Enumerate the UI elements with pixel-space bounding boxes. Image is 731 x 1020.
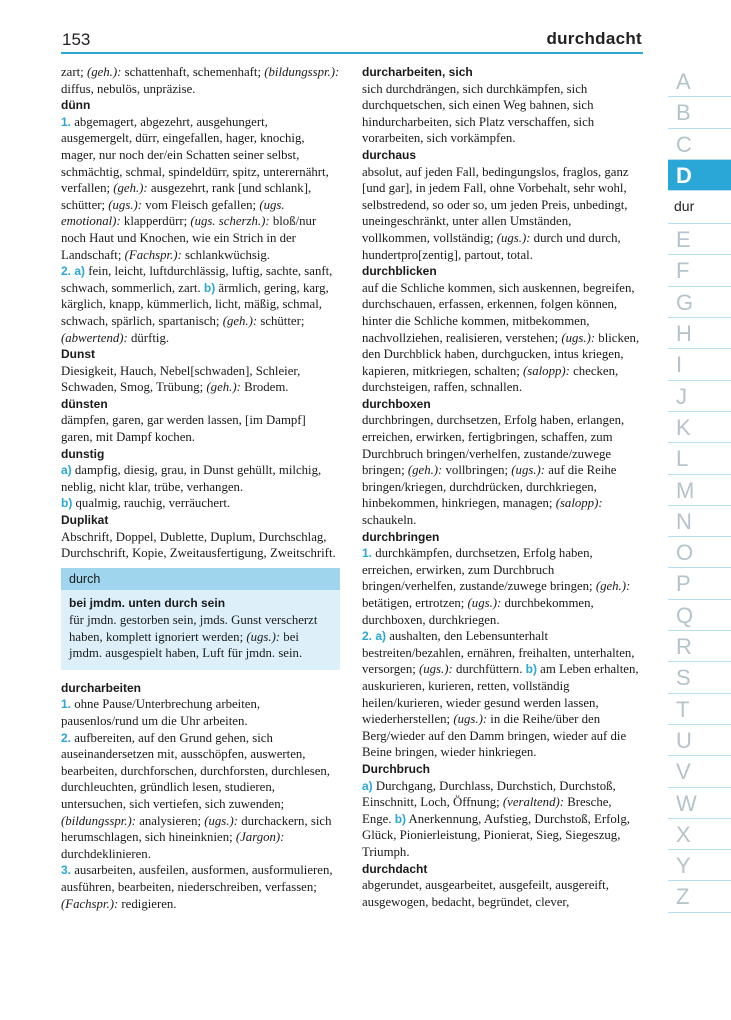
usage-label: (geh.): — [222, 313, 258, 328]
sense-number: 1. — [362, 546, 373, 561]
usage-label: (ugs.): — [561, 330, 596, 345]
usage-label: (ugs.): — [511, 463, 546, 478]
idiom-box-body — [61, 590, 340, 669]
index-letter-b[interactable]: B — [668, 97, 731, 128]
alphabet-index — [668, 66, 731, 913]
entry-text: zart; — [61, 65, 87, 79]
sense — [61, 730, 340, 863]
usage-label: (ugs.): — [418, 662, 453, 677]
index-letter-t[interactable]: T — [668, 694, 731, 725]
sense: sich durchdrängen, sich durchkämpfen, sich durchquetschen, sich einen Weg bahnen, sich hindurcharbeiten, sich Platz verschaffen, sich vorarbeiten, sich vorkämpfen. — [362, 81, 595, 146]
usage-label: (abwertend): — [61, 330, 128, 345]
entry-text: schlankwüchsig. — [181, 247, 270, 262]
index-letter-a[interactable]: A — [668, 66, 731, 97]
usage-label: (ugs.): — [246, 629, 281, 644]
sense — [362, 778, 641, 861]
usage-label: (geh.): — [206, 380, 241, 395]
entry-text: durchackern, sich herumschlagen, sich hineinknien; — [61, 813, 332, 845]
entry-text: dampfig, diesig, grau, in Dunst gehüllt, milchig, neblig, nicht klar, trübe, verhangen. — [61, 463, 322, 494]
entry-durchbruch — [362, 761, 641, 861]
entry-text: Brodem. — [240, 380, 289, 395]
entry-text: schaukeln. — [362, 513, 417, 528]
entry-durcharbeiten — [61, 680, 340, 912]
headword: durchblicken — [362, 264, 437, 279]
entry-dunstig — [61, 446, 340, 512]
sense-number: 1. — [61, 697, 72, 712]
entry-duenn — [61, 97, 340, 346]
sense-number: 2. — [61, 730, 72, 745]
index-letter-g[interactable]: G — [668, 287, 731, 318]
usage-label: (geh.): — [407, 463, 443, 478]
index-letter-s[interactable]: S — [668, 662, 731, 693]
sense — [362, 545, 641, 628]
entry-text: blicken, den Durchblick haben, durchgucken, intus kriegen, kapieren, mitkriegen, schalten; — [362, 330, 640, 378]
entry-text: durchdeklinieren. — [61, 846, 151, 861]
index-letter-r[interactable]: R — [668, 631, 731, 662]
sense: abgerundet, ausgearbeitet, ausgefeilt, ausgereift, ausgewogen, bedacht, begründet, clever, — [362, 878, 609, 909]
headword: durcharbeiten, sich — [362, 65, 473, 79]
index-letter-h[interactable]: H — [668, 318, 731, 349]
entry-text: redigieren. — [118, 896, 177, 911]
headword: bei jmdm. unten durch sein — [69, 596, 226, 611]
entry-durchaus — [362, 147, 641, 263]
sense-number: 2. a) — [362, 629, 387, 644]
entry-text: ausarbeiten, ausfeilen, ausformen, ausformulieren, ausführen, bearbeiten, niederschreiben, verfassen; — [61, 863, 333, 894]
headword: dünn — [61, 98, 91, 113]
sense-number: 3. — [61, 863, 72, 878]
entry-text: Anerkennung, Aufstieg, Durchstoß, Erfolg, Glück, Pionierleistung, Pionierat, Sieg, Siegeszug, Triumph. — [362, 811, 630, 859]
sense-number: a) — [61, 463, 72, 478]
index-sub-label: dur — [668, 191, 731, 224]
idiom-box-title: durch — [61, 568, 340, 591]
usage-label: (ugs.): — [204, 813, 239, 828]
entry-text: am Leben erhalten, auskurieren, kurieren, retten, vollständig heilen/kurieren, wieder gesund werden lassen, wiederherstellen; — [362, 662, 639, 727]
usage-label: (Fachspr.): — [124, 247, 182, 262]
entry-text: betätigen, ertrotzen; — [362, 596, 468, 610]
entry-text: auf die Schliche kommen, sich auskennen, begreifen, durchschauen, erfassen, erkennen, folgen können, hinter die Schliche kommen, mitbekommen, nachvollziehen, realisieren, verstehen; — [362, 280, 635, 345]
page-number: 153 — [62, 30, 91, 49]
index-letter-e[interactable]: E — [668, 224, 731, 255]
headword: durchdacht — [362, 861, 428, 876]
sense — [362, 412, 641, 528]
sense-number: b) — [525, 662, 537, 677]
left-column — [61, 64, 340, 912]
index-letter-z[interactable]: Z — [668, 881, 731, 912]
usage-label: (ugs.): — [467, 596, 502, 610]
entry-durchdacht — [362, 861, 641, 911]
headword: dunstig — [61, 446, 105, 461]
entry-text: qualmig, rauchig, verräuchert. — [72, 496, 231, 511]
right-column — [362, 64, 641, 910]
index-letter-u[interactable]: U — [668, 725, 731, 756]
index-letter-v[interactable]: V — [668, 756, 731, 787]
entry-text: Durchgang, Durchlass, Durchstich, Durchstoß, Einschnitt, Loch, Öffnung; — [362, 778, 616, 810]
entry-text: durchbekommen, durchboxen, durchkriegen. — [362, 596, 594, 627]
index-letter-l[interactable]: L — [668, 443, 731, 474]
usage-label: (ugs.): — [108, 197, 143, 212]
sense — [61, 696, 340, 729]
index-letter-k[interactable]: K — [668, 412, 731, 443]
entry-text: aushalten, den Lebensunterhalt bestreiten/bezahlen, ernähren, freihalten, unterhalten, versorgen; — [362, 629, 635, 677]
sense: Abschrift, Doppel, Dublette, Duplum, Durchschlag, Durchschrift, Kopie, Zweitausfertigung, Zweitschrift. — [61, 529, 336, 561]
headword: Dunst — [61, 347, 95, 362]
usage-label: (geh.): — [86, 65, 122, 79]
index-letter-w[interactable]: W — [668, 788, 731, 819]
headword: durchbringen — [362, 529, 440, 544]
usage-label: (geh.): — [595, 579, 631, 594]
usage-label: (bildungsspr.): — [61, 813, 137, 828]
entry-text: diffus, nebulös, unpräzise. — [61, 81, 196, 96]
entry-duplikat — [61, 512, 340, 562]
entry-text: Diesigkeit, Hauch, Nebel[schwaden], Schleier, Schwaden, Smog, Trübung; — [61, 363, 301, 395]
sense-number: b) — [203, 280, 216, 295]
usage-label: (veraltend): — [502, 795, 564, 810]
entry-text: ärmlich, gering, karg, kärglich, knapp, kümmerlich, licht, mäßig, schmal, schwach, spärlich, spartanisch; — [61, 280, 329, 328]
entry-duensten — [61, 396, 340, 446]
entry-continuation — [61, 64, 340, 97]
sense: dämpfen, garen, gar werden lassen, [im Dampf] garen, mit Dampf kochen. — [61, 413, 306, 445]
guide-word: durchdacht — [546, 29, 642, 48]
index-letter-n[interactable]: N — [668, 506, 731, 537]
sense — [362, 628, 641, 761]
index-letter-q[interactable]: Q — [668, 600, 731, 631]
index-letter-j[interactable]: J — [668, 381, 731, 412]
headword: dünsten — [61, 396, 108, 411]
sense-number: 2. a) — [61, 264, 86, 279]
sense — [362, 164, 641, 264]
entry-text: dürftig. — [127, 330, 170, 345]
index-letter-o[interactable]: O — [668, 537, 731, 568]
entry-durcharbeiten-sich — [362, 64, 641, 147]
entry-text: durchbringen, durchsetzen, Erfolg haben, erlangen, erreichen, erwirken, fertigbringen, schaffen, zum Durchbruch bringen/verhelfen, zustande/zuwege bringen; — [362, 413, 625, 478]
usage-label: (Jargon): — [235, 830, 285, 845]
usage-label: (geh.): — [113, 181, 148, 196]
header-rule — [61, 52, 643, 54]
entry-text: durch und durch, hundertpro[zentig], partout, total. — [362, 230, 621, 262]
entry-text: in die Reihe/über den Berg/wieder auf den Damm bringen, wieder auf die Beine bringen, wieder hinkriegen. — [362, 712, 627, 760]
usage-label: (ugs. emotional): — [61, 197, 285, 229]
index-letter-d[interactable]: D — [668, 160, 731, 191]
sense — [362, 280, 641, 396]
entry-text: Bresche, Enge. — [362, 795, 612, 826]
entry-text: bei jmdm. ausgespielt haben, Luft für jmdn. sein. — [69, 629, 303, 661]
entry-text: bloß/nur noch Haut und Knochen, wie ein Strich in der Landschaft; — [61, 214, 317, 262]
entry-text: aufbereiten, auf den Grund gehen, sich auseinandersetzen mit, ausschöpfen, auswerten, bearbeiten, durchforschen, durchforsten, durchlesen, durchleuchten, gründlich lesen, studieren, untersuchen, sich vertiefen, sich zuwenden; — [61, 730, 330, 811]
usage-label: (ugs. scherzh.): — [190, 214, 270, 229]
entry-durchboxen — [362, 396, 641, 529]
sense — [61, 263, 340, 346]
sense-number: b) — [394, 811, 407, 826]
entry-text: ohne Pause/Unterbrechung arbeiten, pausenlos/rund um die Uhr arbeiten. — [61, 697, 261, 728]
sense — [61, 114, 340, 263]
entry-text: durchkämpfen, durchsetzen, Erfolg haben, erreichen, erwirken, zum Durchbruch bringen/verhelfen, zustande/zuwege bringen; — [362, 546, 596, 594]
entry-text: auf die Reihe bringen/kriegen, durchdrücken, durchkriegen, hinbekommen, hinkriegen, managen; — [362, 463, 617, 511]
entry-text: klapperdürr; — [120, 214, 191, 229]
index-letter-p[interactable]: P — [668, 568, 731, 599]
usage-label: (bildungsspr.): — [264, 65, 340, 79]
entry-durchbringen — [362, 529, 641, 761]
entry-text: für jmdn. gestorben sein, jmds. Gunst verscherzt haben, komplett ignoriert werden; — [69, 613, 318, 644]
idiom-box — [61, 568, 340, 670]
usage-label: (ugs.): — [453, 712, 488, 727]
headword: durchboxen — [362, 396, 431, 411]
index-letter-c[interactable]: C — [668, 129, 731, 160]
sense-number: 1. — [61, 114, 72, 129]
entry-text: analysieren; — [136, 813, 205, 828]
entry-text: durchfüttern. — [452, 662, 526, 677]
entry-text: fein, leicht, luftdurchlässig, luftig, sachte, sanft, schwach, sommerlich, zart. — [61, 264, 333, 295]
index-letter-y[interactable]: Y — [668, 850, 731, 881]
sense — [61, 862, 340, 912]
sense-number: b) — [61, 496, 73, 511]
entry-text: ausgezehrt, rank [und schlank], schütter; — [61, 181, 312, 212]
index-letter-f[interactable]: F — [668, 255, 731, 286]
headword: Duplikat — [61, 513, 109, 528]
entry-text: checken, durchsteigen, raffen, schnallen. — [362, 363, 619, 395]
entry-text: schütter; — [257, 313, 305, 328]
headword: durchaus — [362, 147, 417, 162]
sense — [61, 495, 340, 512]
usage-label: (ugs.): — [496, 230, 531, 245]
usage-label: (salopp): — [555, 496, 603, 511]
headword: durcharbeiten — [61, 680, 142, 695]
index-letter-m[interactable]: M — [668, 475, 731, 506]
index-letter-i[interactable]: I — [668, 349, 731, 380]
sense-number: a) — [362, 778, 373, 793]
entry-text: vollbringen; — [442, 463, 512, 478]
entry-text: vom Fleisch gefallen; — [142, 197, 260, 212]
entry-durchblicken — [362, 263, 641, 396]
entry-text: schattenhaft, schemenhaft; — [121, 65, 265, 79]
sense — [61, 363, 340, 396]
entry-text: absolut, auf jeden Fall, bedingungslos, fraglos, ganz [und gar], in jedem Fall, ohne Vorbehalt, sehr wohl, selbstredend, so oder so, um jeden Preis, unbedingt, uneingeschränkt, unter allen Umständen, vollkommen, vollständig; — [362, 164, 629, 245]
sense — [61, 462, 340, 495]
index-letter-x[interactable]: X — [668, 819, 731, 850]
usage-label: (salopp): — [522, 363, 570, 378]
headword: Durchbruch — [362, 761, 431, 776]
entry-text: abgemagert, abgezehrt, ausgehungert, ausgemergelt, dürr, eingefallen, hager, knochig, mager, nur noch der/ein Schatten seiner selbst, schmächtig, schmal, spindeldürr, spitz, unterernährt, verfallen; — [61, 114, 329, 196]
usage-label: (Fachspr.): — [61, 896, 119, 911]
entry-dunst — [61, 346, 340, 396]
